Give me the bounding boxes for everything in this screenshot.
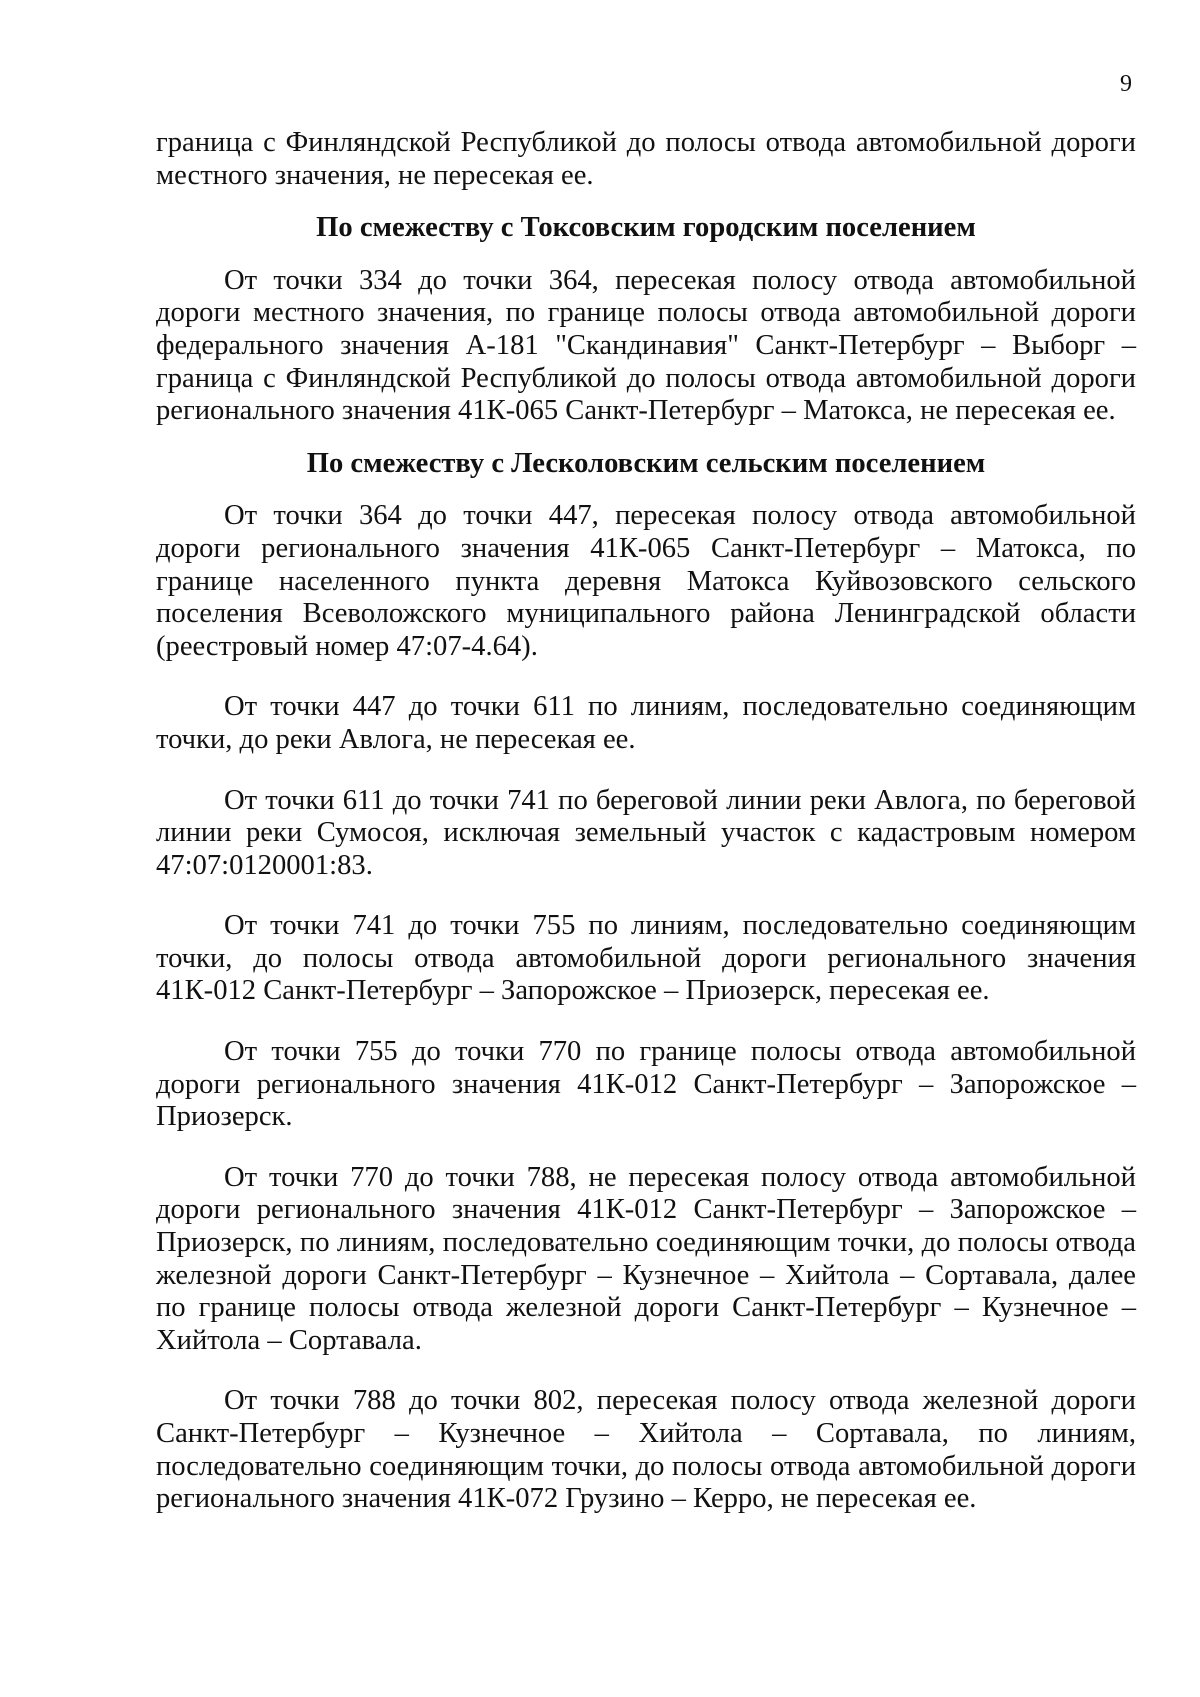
paragraph-611-741: От точки 611 до точки 741 по береговой линии реки Авлога, по береговой линии реки Сумосоя, исключая земельный участок с кадастровым номером 47:07:0120001:83.	[156, 784, 1136, 881]
paragraph-741-755: От точки 741 до точки 755 по линиям, последовательно соединяющим точки, до полосы отвода автомобильной дороги регионального значения 41К-012 Санкт-Петербург – Запорожское – Приозерск, пересекая ее.	[156, 910, 1136, 1007]
paragraph-755-770: От точки 755 до точки 770 по границе полосы отвода автомобильной дороги регионального значения 41К-012 Санкт-Петербург – Запорожское – Приозерск.	[156, 1036, 1136, 1133]
paragraph-788-802: От точки 788 до точки 802, пересекая полосу отвода железной дороги Санкт-Петербург – Кузнечное – Хийтола – Сортавала, по линиям, последовательно соединяющим точки, до полосы отвода автомобильной дороги регионального значения 41К-072 Грузино – Керро, не пересекая ее.	[156, 1385, 1136, 1515]
paragraph-447-611: От точки 447 до точки 611 по линиям, последовательно соединяющим точки, до реки Авлога, не пересекая ее.	[156, 691, 1136, 755]
section-heading-toksovo: По смежеству с Токсовским городским поселением	[316, 212, 976, 244]
paragraph-toksovo: От точки 334 до точки 364, пересекая полосу отвода автомобильной дороги местного значения, по границе полосы отвода автомобильной дороги федерального значения А-181 "Скандинавия" Санкт-Петербург – Выборг – граница с Финляндской Республикой до полосы отвода автомобильной дороги регионального значения 41К-065 Санкт-Петербург – Матокса, не пересекая ее.	[156, 264, 1136, 427]
page-number: 9	[1120, 71, 1132, 97]
section-heading-leskolovo: По смежеству с Лесколовским сельским поселением	[306, 447, 986, 479]
paragraph-364-447: От точки 364 до точки 447, пересекая полосу отвода автомобильной дороги регионального значения 41К-065 Санкт-Петербург – Матокса, по границе населенного пункта деревня Матокса Куйвозовского сельского поселения Всеволожского муниципального района Ленинградской области (реестровый номер 47:07-4.64).	[156, 500, 1136, 662]
document-body	[156, 127, 1136, 1516]
intro-paragraph: граница с Финляндской Республикой до полосы отвода автомобильной дороги местного значения, не пересекая ее.	[156, 127, 1136, 191]
paragraph-770-788: От точки 770 до точки 788, не пересекая полосу отвода автомобильной дороги регионального значения 41К-012 Санкт-Петербург – Запорожское – Приозерск, по линиям, последовательно соединяющим точки, до полосы отвода железной дороги Санкт-Петербург – Кузнечное – Хийтола – Сортавала, далее по границе полосы отвода железной дороги Санкт-Петербург – Кузнечное – Хийтола – Сортавала.	[156, 1161, 1136, 1356]
